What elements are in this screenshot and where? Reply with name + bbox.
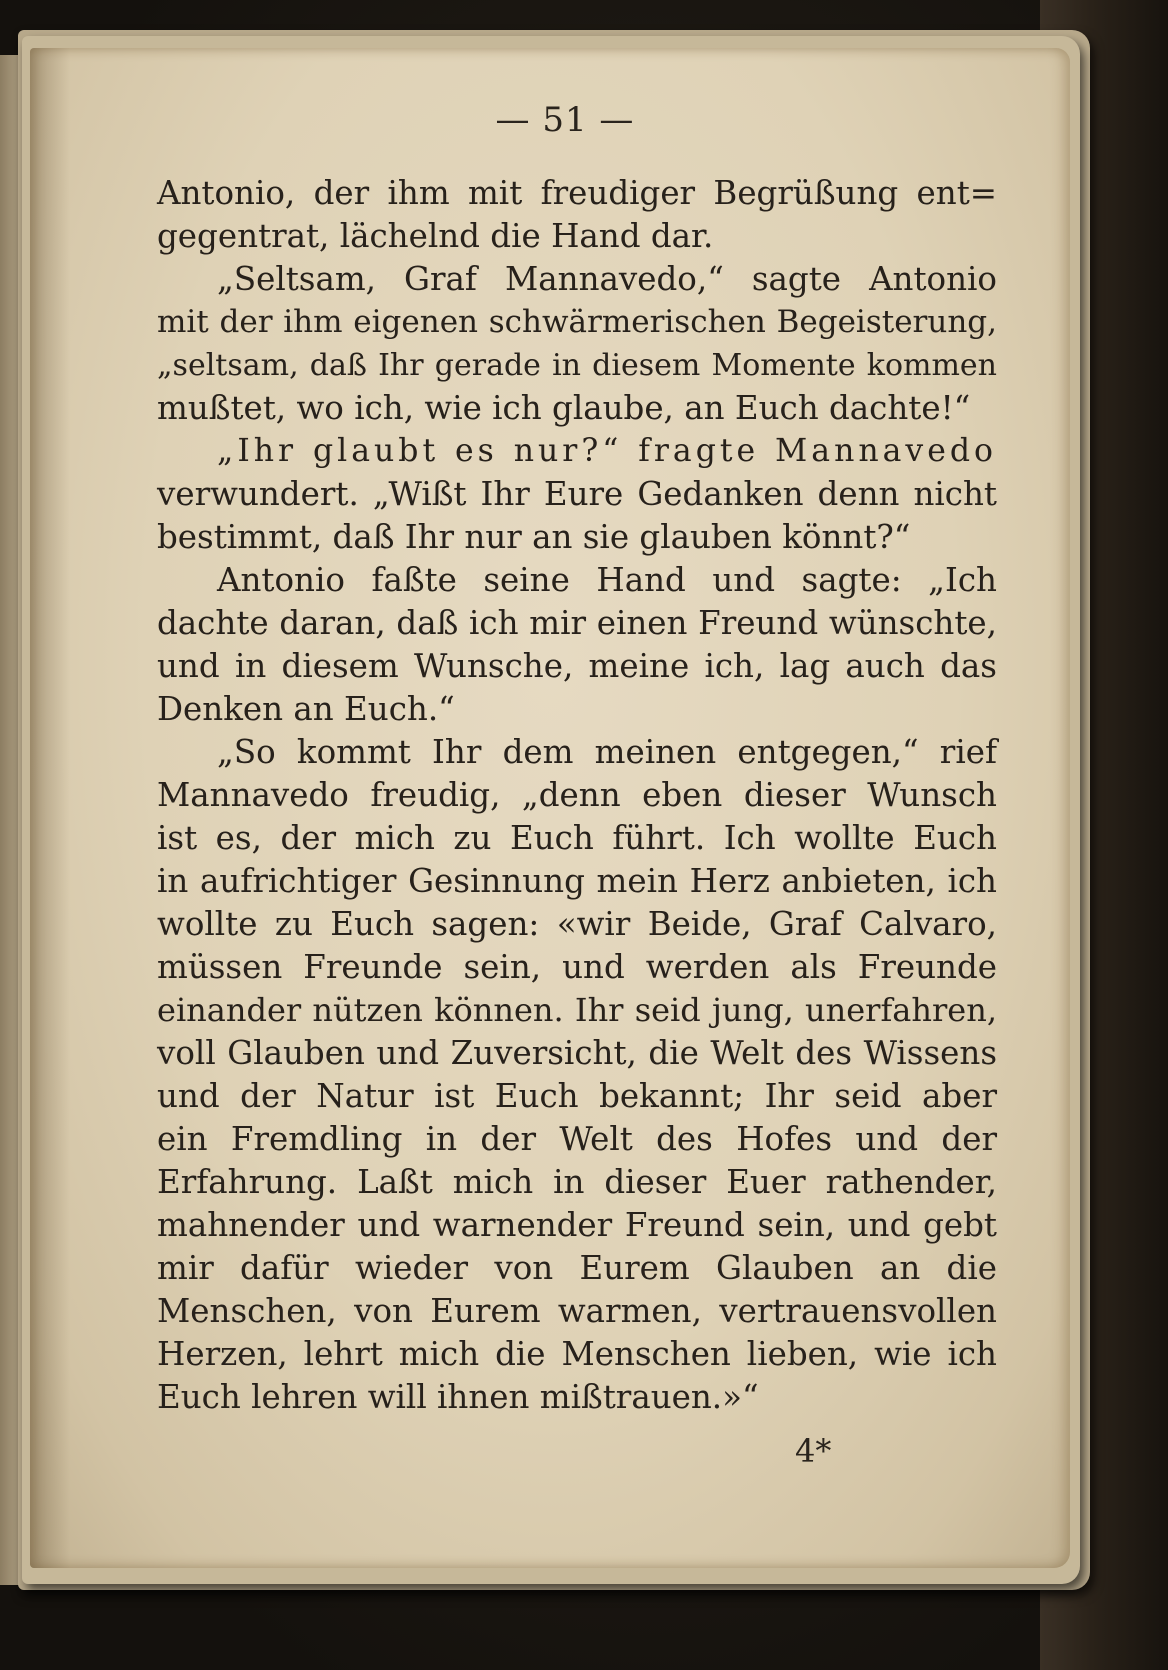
text-line: „Ihr glaubt es nur?“ fragte Mannavedo [217, 433, 997, 469]
text-line: bestimmt, daß Ihr nur an sie glauben könnt?“ [157, 518, 911, 556]
text-line: mir dafür wieder von Eurem Glauben an die [157, 1249, 997, 1287]
text-line: und in diesem Wunsche, meine ich, lag auch das [157, 647, 997, 685]
text-line: verwundert. „Wißt Ihr Eure Gedanken denn nicht [157, 475, 997, 513]
text-line: ein Fremdling in der Welt des Hofes und der [157, 1120, 997, 1158]
text-line: Herzen, lehrt mich die Menschen lieben, wie ich [157, 1335, 997, 1373]
body-text [157, 172, 997, 1419]
text-line: Erfahrung. Laßt mich in dieser Euer rathender, [157, 1163, 997, 1201]
text-line: Denken an Euch.“ [157, 690, 455, 728]
text-line: mußtet, wo ich, wie ich glaube, an Euch dachte!“ [157, 389, 971, 427]
text-line: Mannavedo freudig, „denn eben dieser Wunsch [157, 776, 997, 814]
text-line: und der Natur ist Euch bekannt; Ihr seid aber [157, 1077, 997, 1115]
text-line: in aufrichtiger Gesinnung mein Herz anbieten, ich [157, 862, 997, 900]
text-line: ist es, der mich zu Euch führt. Ich wollte Euch [157, 819, 997, 857]
text-line: „Seltsam, Graf Mannavedo,“ sagte Antonio [217, 260, 997, 298]
text-line: gegentrat, lächelnd die Hand dar. [157, 217, 714, 255]
text-line: Antonio faßte seine Hand und sagte: „Ich [217, 561, 997, 599]
text-line: Menschen, von Eurem warmen, vertrauensvollen [157, 1292, 997, 1330]
text-line: Euch lehren will ihnen mißtrauen.»“ [157, 1378, 759, 1416]
gutter-shadow [30, 48, 70, 1568]
signature-mark: 4* [795, 1432, 832, 1470]
text-line: „So kommt Ihr dem meinen entgegen,“ rief [217, 733, 997, 771]
text-line: müssen Freunde sein, und werden als Freunde [157, 948, 997, 986]
text-line: Antonio, der ihm mit freudiger Begrüßung ent= [157, 174, 997, 212]
text-line: mit der ihm eigenen schwärmerischen Begeisterung, [157, 304, 997, 340]
text-line: mahnender und warnender Freund sein, und gebt [157, 1206, 997, 1244]
text-line: einander nützen können. Ihr seid jung, unerfahren, [157, 991, 997, 1029]
page-number: — 51 — [495, 100, 635, 140]
text-line: voll Glauben und Zuversicht, die Welt des Wissens [157, 1034, 997, 1072]
text-line: wollte zu Euch sagen: «wir Beide, Graf Calvaro, [157, 905, 997, 943]
text-line: „seltsam, daß Ihr gerade in diesem Momente kommen [157, 348, 997, 383]
text-line: dachte daran, daß ich mir einen Freund wünschte, [157, 604, 997, 642]
